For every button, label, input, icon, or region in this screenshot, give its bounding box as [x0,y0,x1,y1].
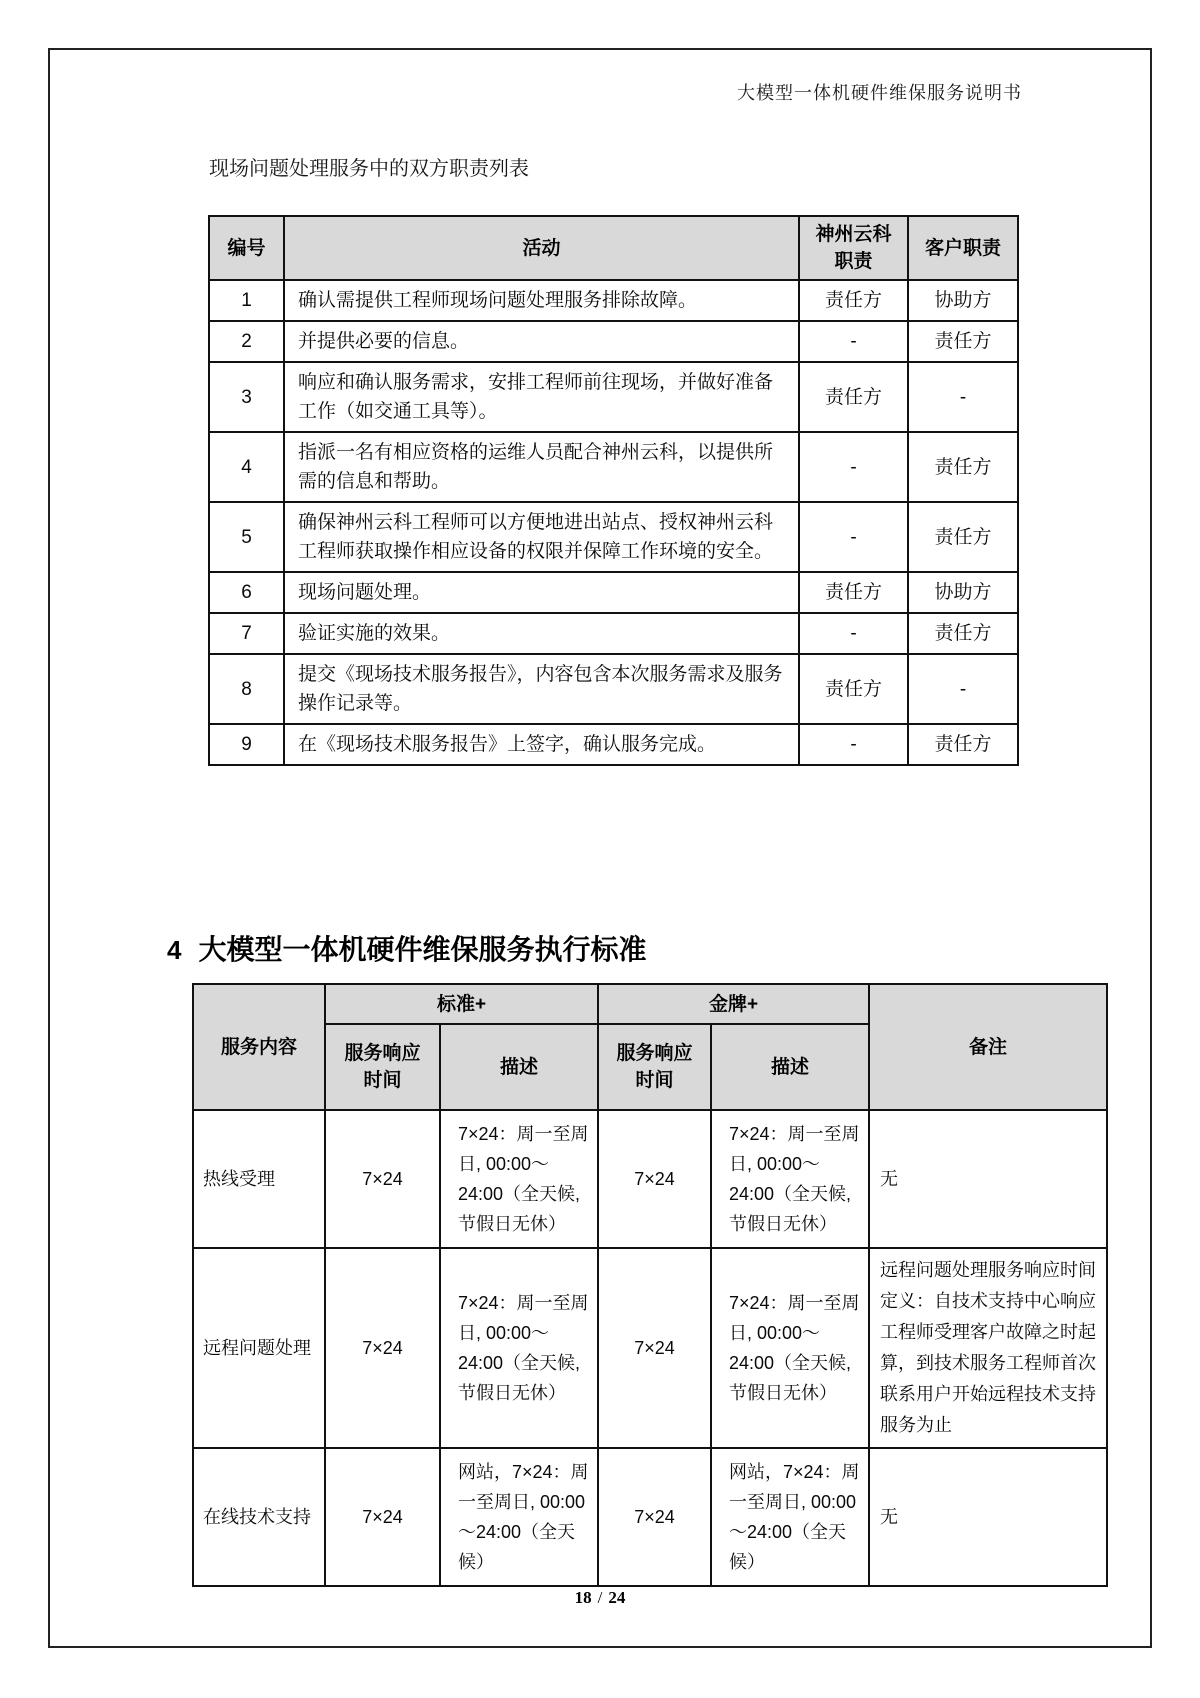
footer-page-total: 24 [608,1588,626,1607]
header-cell-response-time-standard [325,1024,440,1110]
footer-page-number: 18 [574,1588,592,1607]
cell-service-name: 在线技术支持 [193,1448,325,1586]
responsibility-table [208,215,1019,766]
header-cell-number: 编号 [209,216,284,280]
table-row [209,613,1018,654]
cell-row-number: 3 [209,362,284,432]
header-response-line2: 时间 [635,1070,674,1091]
table-row [209,724,1018,765]
table-row [209,280,1018,321]
cell-activity: 现场问题处理。 [284,572,799,613]
cell-standard-desc: 网站，7×24：周一至周日, 00:00～24:00（全天候） [440,1448,598,1586]
cell-remark: 无 [869,1448,1107,1586]
cell-standard-response-time: 7×24 [325,1110,440,1248]
header-dcloud-line1: 神州云科 [815,224,892,245]
cell-remark: 无 [869,1110,1107,1248]
cell-gold-response-time: 7×24 [598,1110,711,1248]
table-row [209,321,1018,362]
section-heading [167,928,646,968]
header-cell-gold-plus: 金牌+ [598,984,869,1024]
cell-activity: 确保神州云科工程师可以方便地进出站点、授权神州云科工程师获取操作相应设备的权限并保障工作环境的安全。 [284,502,799,572]
cell-customer-role: 责任方 [908,321,1018,362]
table-row [193,1448,1107,1586]
table-row [209,502,1018,572]
page-header-title: 大模型一体机硬件维保服务说明书 [737,83,1022,103]
cell-standard-response-time: 7×24 [325,1448,440,1586]
cell-dcloud-role: - [799,502,908,572]
cell-row-number: 6 [209,572,284,613]
header-cell-desc-gold: 描述 [711,1024,869,1110]
table-row [209,572,1018,613]
cell-dcloud-role: - [799,321,908,362]
cell-customer-role: 责任方 [908,724,1018,765]
header-cell-service-content: 服务内容 [193,984,325,1110]
footer-separator: / [597,1588,603,1607]
cell-row-number: 4 [209,432,284,502]
cell-row-number: 5 [209,502,284,572]
cell-activity: 响应和确认服务需求，安排工程师前往现场，并做好准备工作（如交通工具等）。 [284,362,799,432]
cell-row-number: 9 [209,724,284,765]
table-row [209,432,1018,502]
cell-customer-role: 协助方 [908,280,1018,321]
table-row [209,654,1018,724]
header-response-line1: 服务响应 [344,1043,421,1064]
table-row [193,1248,1107,1448]
intro-text: 现场问题处理服务中的双方职责列表 [209,158,529,180]
cell-dcloud-role: 责任方 [799,362,908,432]
section-number: 4 [167,935,182,965]
cell-dcloud-role: - [799,724,908,765]
cell-activity: 在《现场技术服务报告》上签字，确认服务完成。 [284,724,799,765]
table-row [209,362,1018,432]
cell-dcloud-role: - [799,613,908,654]
cell-remark: 远程问题处理服务响应时间定义：自技术支持中心响应工程师受理客户故障之时起算，到技术服务工程师首次联系用户开始远程技术支持服务为止 [869,1248,1107,1448]
cell-row-number: 8 [209,654,284,724]
header-cell-activity: 活动 [284,216,799,280]
header-cell-dcloud-role [799,216,908,280]
cell-activity: 并提供必要的信息。 [284,321,799,362]
cell-gold-desc: 网站，7×24：周一至周日, 00:00～24:00（全天候） [711,1448,869,1586]
cell-dcloud-role: 责任方 [799,654,908,724]
header-response-line1: 服务响应 [616,1043,693,1064]
cell-gold-response-time: 7×24 [598,1448,711,1586]
cell-gold-desc: 7×24：周一至周日, 00:00～24:00（全天候, 节假日无休） [711,1248,869,1448]
cell-customer-role: 协助方 [908,572,1018,613]
header-response-line2: 时间 [363,1070,402,1091]
sla-header-row-top [193,984,1107,1024]
cell-standard-desc: 7×24：周一至周日, 00:00～24:00（全天候, 节假日无休） [440,1110,598,1248]
cell-row-number: 2 [209,321,284,362]
cell-gold-response-time: 7×24 [598,1248,711,1448]
table-row [193,1110,1107,1248]
cell-customer-role: - [908,362,1018,432]
header-cell-desc-standard: 描述 [440,1024,598,1110]
cell-row-number: 7 [209,613,284,654]
cell-customer-role: 责任方 [908,613,1018,654]
cell-dcloud-role: - [799,432,908,502]
header-cell-response-time-gold [598,1024,711,1110]
cell-activity: 提交《现场技术服务报告》，内容包含本次服务需求及服务操作记录等。 [284,654,799,724]
section-title: 大模型一体机硬件维保服务执行标准 [198,934,647,965]
cell-customer-role: - [908,654,1018,724]
header-dcloud-line2: 职责 [834,251,873,272]
cell-activity: 确认需提供工程师现场问题处理服务排除故障。 [284,280,799,321]
cell-service-name: 热线受理 [193,1110,325,1248]
cell-customer-role: 责任方 [908,502,1018,572]
responsibility-header-row [209,216,1018,280]
cell-standard-desc: 7×24：周一至周日, 00:00～24:00（全天候, 节假日无休） [440,1248,598,1448]
cell-dcloud-role: 责任方 [799,572,908,613]
cell-row-number: 1 [209,280,284,321]
header-cell-remark: 备注 [869,984,1107,1110]
header-cell-standard-plus: 标准+ [325,984,598,1024]
sla-table [192,983,1108,1587]
cell-activity: 指派一名有相应资格的运维人员配合神州云科，以提供所需的信息和帮助。 [284,432,799,502]
cell-activity: 验证实施的效果。 [284,613,799,654]
cell-standard-response-time: 7×24 [325,1248,440,1448]
cell-customer-role: 责任方 [908,432,1018,502]
page-footer [0,1588,1200,1608]
cell-dcloud-role: 责任方 [799,280,908,321]
header-cell-customer-role: 客户职责 [908,216,1018,280]
cell-service-name: 远程问题处理 [193,1248,325,1448]
cell-gold-desc: 7×24：周一至周日, 00:00～24:00（全天候, 节假日无休） [711,1110,869,1248]
